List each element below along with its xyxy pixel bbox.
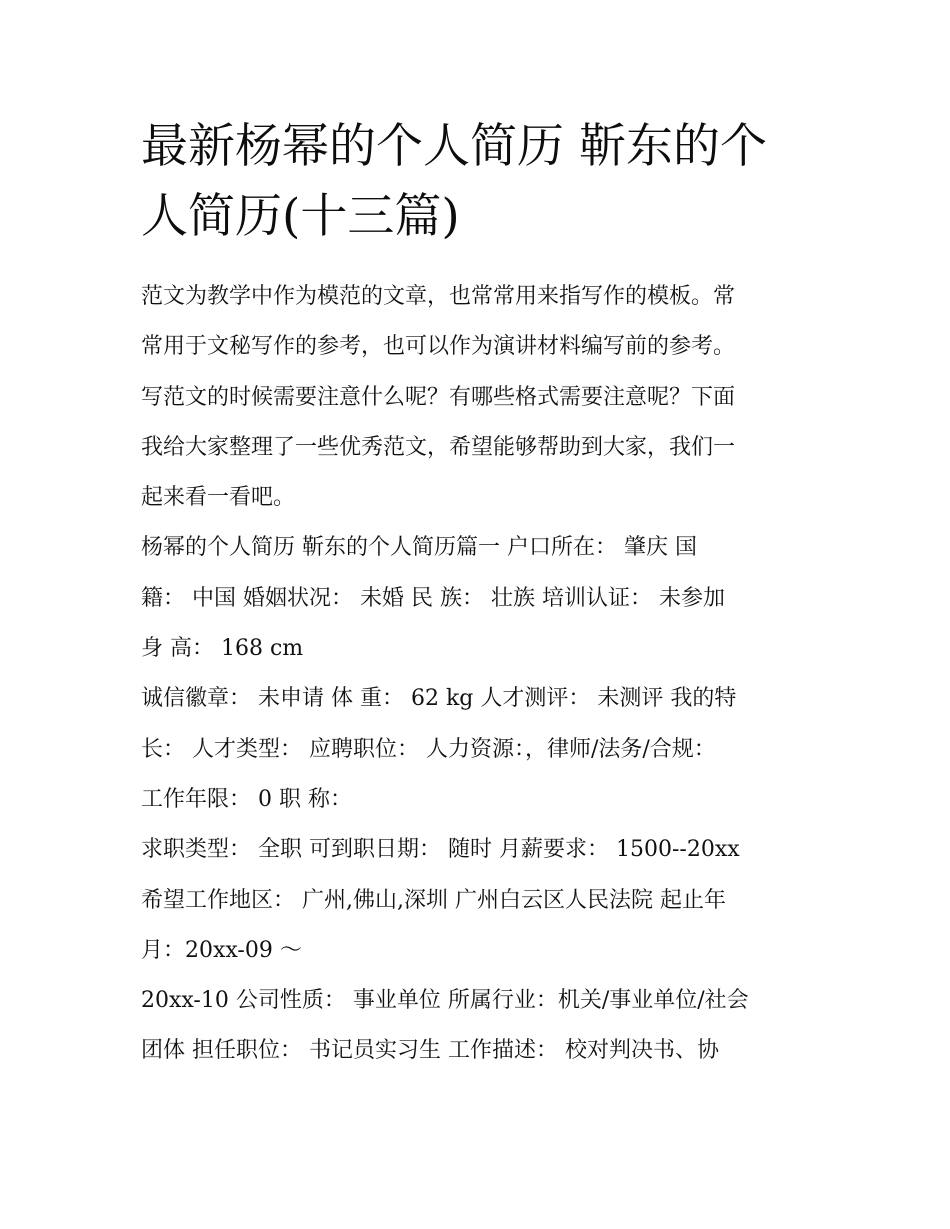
body-line: 团体 担任职位： 书记员实习生 工作描述： 校对判决书、协 bbox=[141, 1038, 719, 1064]
body-line: 月：20xx-09 ～ bbox=[141, 937, 302, 963]
document-page bbox=[141, 112, 821, 1077]
body-line: 20xx-10 公司性质： 事业单位 所属行业：机关/事业单位/社会 bbox=[141, 988, 749, 1014]
body-line: 籍： 中国 婚姻状况： 未婚 民 族： 壮族 培训认证： 未参加 bbox=[141, 585, 725, 611]
body-line: 身 高： 168 cm bbox=[141, 636, 304, 662]
body-line: 工作年限： 0 职 称： bbox=[141, 786, 352, 812]
body-text bbox=[141, 272, 821, 1077]
body-line: 希望工作地区： 广州,佛山,深圳 广州白云区人民法院 起止年 bbox=[141, 887, 726, 913]
body-line: 范文为教学中作为模范的文章，也常常用来指写作的模板。常 bbox=[141, 284, 736, 309]
title-line-2: 人简历(十三篇) bbox=[141, 189, 460, 244]
document-title bbox=[141, 112, 821, 252]
title-line-1: 最新杨幂的个人简历 靳东的个 bbox=[141, 119, 767, 174]
body-line: 写范文的时候需要注意什么呢？有哪些格式需要注意呢？下面 bbox=[141, 384, 736, 410]
body-line: 常用于文秘写作的参考，也可以作为演讲材料编写前的参考。 bbox=[141, 334, 736, 360]
body-line: 杨幂的个人简历 靳东的个人简历篇一 户口所在： 肇庆 国 bbox=[141, 535, 697, 561]
body-line: 长： 人才类型： 应聘职位： 人力资源：，律师/法务/合规： bbox=[141, 736, 716, 762]
body-line: 我给大家整理了一些优秀范文，希望能够帮助到大家，我们一 bbox=[141, 434, 736, 460]
body-line: 诚信徽章： 未申请 体 重： 62 kg 人才测评： 未测评 我的特 bbox=[141, 686, 737, 712]
body-line: 求职类型： 全职 可到职日期： 随时 月薪要求： 1500--20xx bbox=[141, 837, 740, 863]
body-line: 起来看一看吧。 bbox=[141, 485, 296, 511]
